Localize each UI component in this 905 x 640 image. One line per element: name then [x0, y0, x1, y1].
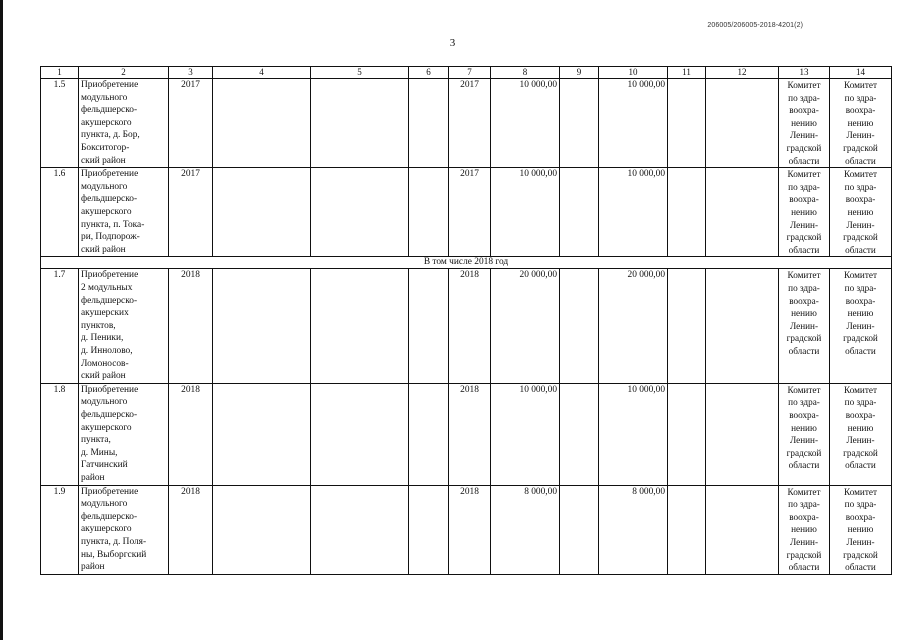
- activity-name: Приобретение модульного фельдшерско- акушерского пункта, д. Бор, Бокситогор- ский район: [79, 79, 169, 168]
- col-5-cell: [311, 168, 409, 257]
- col-6-cell: [409, 79, 449, 168]
- budget-amount: 10 000,00: [599, 168, 668, 257]
- activity-name: Приобретение модульного фельдшерско- акушерского пункта, д. Мины, Гатчинский район: [79, 383, 169, 485]
- executor-org: Комитет по здра- воохра- нению Ленин- градской области: [830, 383, 892, 485]
- table-row: [41, 383, 892, 485]
- header-cell-11: 11: [668, 67, 706, 79]
- executor-org: Комитет по здра- воохра- нению Ленин- градской области: [830, 79, 892, 168]
- start-year: 2018: [169, 485, 213, 574]
- col-5-cell: [311, 269, 409, 383]
- budget-amount: 10 000,00: [599, 79, 668, 168]
- row-number: 1.8: [41, 383, 79, 485]
- header-cell-3: 3: [169, 67, 213, 79]
- col-4-cell: [213, 79, 311, 168]
- end-year: 2018: [449, 485, 491, 574]
- program-table: [40, 66, 892, 575]
- col-11-cell: [668, 168, 706, 257]
- col-11-cell: [668, 485, 706, 574]
- header-cell-14: 14: [830, 67, 892, 79]
- col-9-cell: [560, 269, 599, 383]
- header-cell-1: 1: [41, 67, 79, 79]
- section-row: [41, 257, 892, 269]
- row-number: 1.5: [41, 79, 79, 168]
- start-year: 2017: [169, 79, 213, 168]
- activity-name: Приобретение модульного фельдшерско- акушерского пункта, д. Поля- ны, Выборгский район: [79, 485, 169, 574]
- header-cell-10: 10: [599, 67, 668, 79]
- col-12-cell: [706, 168, 779, 257]
- total-amount: 8 000,00: [491, 485, 560, 574]
- start-year: 2017: [169, 168, 213, 257]
- responsible-org: Комитет по здра- воохра- нению Ленин- градской области: [779, 383, 830, 485]
- header-cell-8: 8: [491, 67, 560, 79]
- col-6-cell: [409, 269, 449, 383]
- col-5-cell: [311, 485, 409, 574]
- col-6-cell: [409, 485, 449, 574]
- budget-amount: 20 000,00: [599, 269, 668, 383]
- col-9-cell: [560, 79, 599, 168]
- header-cell-2: 2: [79, 67, 169, 79]
- header-cell-12: 12: [706, 67, 779, 79]
- executor-org: Комитет по здра- воохра- нению Ленин- градской области: [830, 269, 892, 383]
- header-cell-7: 7: [449, 67, 491, 79]
- header-row: [41, 67, 892, 79]
- responsible-org: Комитет по здра- воохра- нению Ленин- градской области: [779, 168, 830, 257]
- col-5-cell: [311, 383, 409, 485]
- activity-name: Приобретение 2 модульных фельдшерско- акушерских пунктов, д. Пеники, д. Иннолово, Ломоносов- ский район: [79, 269, 169, 383]
- activity-name: Приобретение модульного фельдшерско- акушерского пункта, п. Тока- ри, Подпорож- ский район: [79, 168, 169, 257]
- table-row: [41, 79, 892, 168]
- page-number: 3: [449, 37, 456, 49]
- row-number: 1.9: [41, 485, 79, 574]
- start-year: 2018: [169, 269, 213, 383]
- col-6-cell: [409, 168, 449, 257]
- budget-amount: 10 000,00: [599, 383, 668, 485]
- header-cell-9: 9: [560, 67, 599, 79]
- header-cell-5: 5: [311, 67, 409, 79]
- col-4-cell: [213, 269, 311, 383]
- budget-amount: 8 000,00: [599, 485, 668, 574]
- total-amount: 10 000,00: [491, 79, 560, 168]
- table-row: [41, 168, 892, 257]
- responsible-org: Комитет по здра- воохра- нению Ленин- градской области: [779, 485, 830, 574]
- start-year: 2018: [169, 383, 213, 485]
- col-9-cell: [560, 168, 599, 257]
- end-year: 2017: [449, 168, 491, 257]
- col-11-cell: [668, 383, 706, 485]
- end-year: 2018: [449, 269, 491, 383]
- col-11-cell: [668, 269, 706, 383]
- header-cell-4: 4: [213, 67, 311, 79]
- total-amount: 10 000,00: [491, 383, 560, 485]
- header-cell-13: 13: [779, 67, 830, 79]
- document-id: 206005/206005-2018-4201(2): [707, 22, 803, 29]
- end-year: 2018: [449, 383, 491, 485]
- responsible-org: Комитет по здра- воохра- нению Ленин- градской области: [779, 269, 830, 383]
- table-row: [41, 485, 892, 574]
- col-4-cell: [213, 485, 311, 574]
- col-4-cell: [213, 383, 311, 485]
- total-amount: 20 000,00: [491, 269, 560, 383]
- col-5-cell: [311, 79, 409, 168]
- scan-left-edge: [0, 0, 3, 640]
- responsible-org: Комитет по здра- воохра- нению Ленин- градской области: [779, 79, 830, 168]
- col-6-cell: [409, 383, 449, 485]
- col-9-cell: [560, 485, 599, 574]
- col-4-cell: [213, 168, 311, 257]
- table-row: [41, 269, 892, 383]
- total-amount: 10 000,00: [491, 168, 560, 257]
- row-number: 1.6: [41, 168, 79, 257]
- executor-org: Комитет по здра- воохра- нению Ленин- градской области: [830, 485, 892, 574]
- col-12-cell: [706, 269, 779, 383]
- col-9-cell: [560, 383, 599, 485]
- executor-org: Комитет по здра- воохра- нению Ленин- градской области: [830, 168, 892, 257]
- col-12-cell: [706, 485, 779, 574]
- header-cell-6: 6: [409, 67, 449, 79]
- section-title: В том числе 2018 год: [41, 257, 892, 269]
- row-number: 1.7: [41, 269, 79, 383]
- end-year: 2017: [449, 79, 491, 168]
- table-body: [41, 67, 892, 575]
- col-12-cell: [706, 79, 779, 168]
- col-11-cell: [668, 79, 706, 168]
- col-12-cell: [706, 383, 779, 485]
